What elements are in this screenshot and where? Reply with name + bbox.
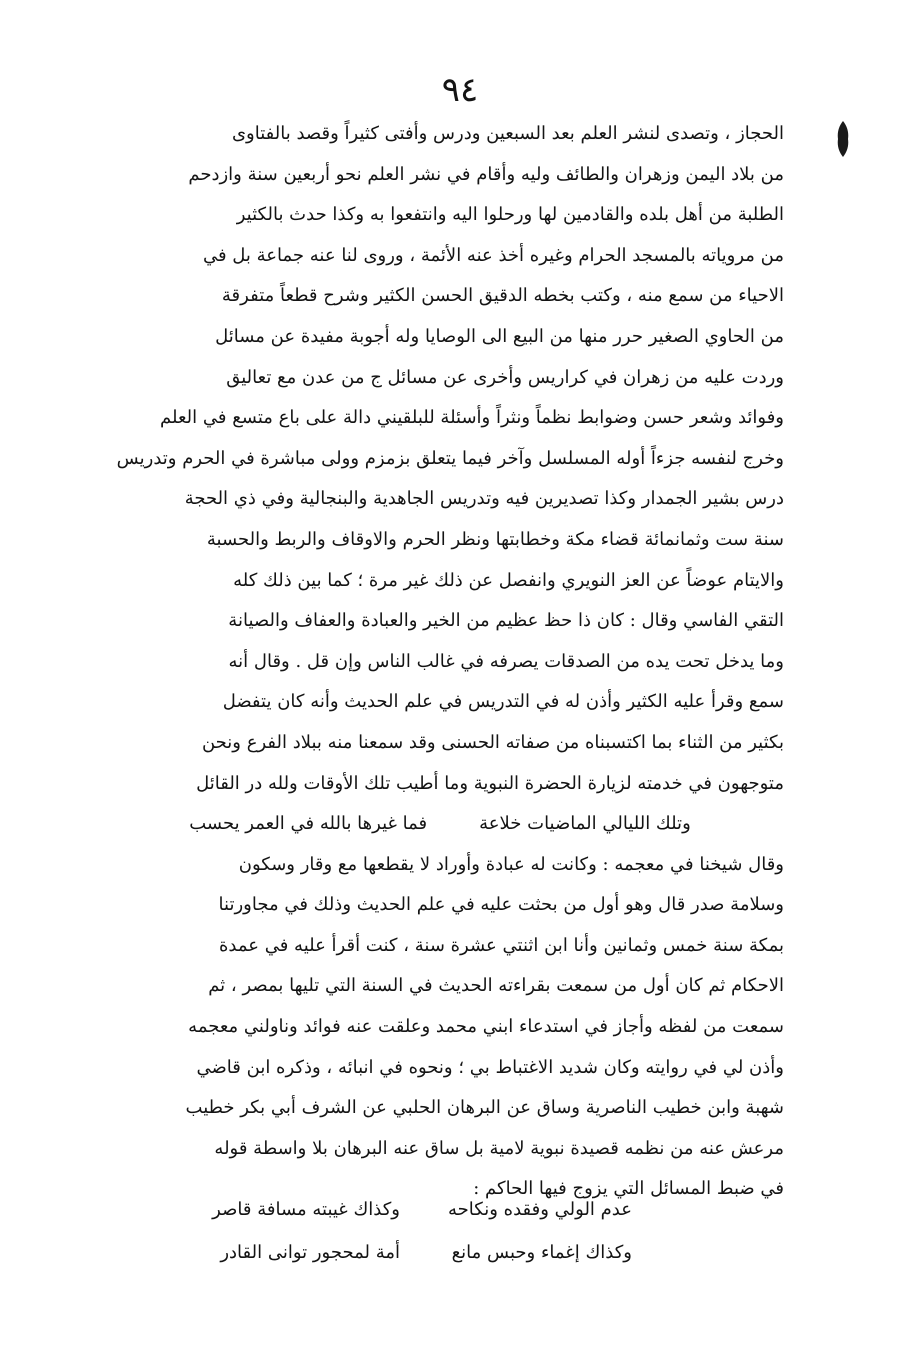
text-line: الحجاز ، وتصدى لنشر العلم بعد السبعين ودرس وأفتى كثيراً وقصد بالفتاوى [231,123,784,144]
text-line: سمعت من لفظه وأجاز في استدعاء ابني محمد وعلقت عنه فوائد وناولني معجمه [188,1016,784,1038]
main-text [96,114,784,1210]
text-line: من بلاد اليمن وزهران والطائف وليه وأقام في نشر العلم نحو أربعين سنة وازدحم [188,163,784,185]
text-line: وقال شيخنا في معجمه : وكانت له عبادة وأوراد لا يقطعها مع وقار وسكون [238,853,784,875]
verse-line [96,804,784,845]
verse-first-hemistich: وتلك الليالي الماضيات خلاعة [479,813,691,835]
poem-second-hemistich: وكذاك غيبته مسافة قاصر [212,1199,400,1220]
text-line: شهبة وابن خطيب الناصرية وساق عن البرهان الحلبي عن الشرف أبي بكر خطيب [185,1097,784,1119]
text-line: درس بشير الجمدار وكذا تصديرين فيه وتدريس الجاهدية والبنجالية وفي ذي الحجة [184,488,784,510]
text-line: سنة ست وثمانمائة قضاء مكة وخطابتها ونظر الحرم والاوقاف والربط والحسبة [206,528,784,550]
poem-first-hemistich: عدم الولي وفقده ونكاحه [448,1199,632,1220]
text-line: الطلبة من أهل بلده والقادمين لها ورحلوا اليه وانتفعوا به وكذا حدث بالكثير [236,204,784,226]
text-line: التقي الفاسي وقال : كان ذا حظ عظيم من الخير والعبادة والعفاف والصيانة [228,610,784,632]
text-line: الاحياء من سمع منه ، وكتب بخطه الدقيق الحسن الكثير وشرح قطعاً متفرقة [221,285,784,307]
page-number: ٩٤ [441,70,479,110]
poem-second-hemistich: أمة لمحجور توانى القادر [220,1242,400,1263]
text-line: وأذن لي في روايته وكان شديد الاغتباط بي ؛ ونحوه في انبائه ، وذكره ابن قاضي [196,1056,784,1078]
poem-line [212,1190,632,1230]
text-line: مرعش عنه من نظمه قصيدة نبوية لامية بل ساق عنه البرهان بلا واسطة قوله [214,1137,784,1159]
text-line: وما يدخل تحت يده من الصدقات يصرفه في غالب الناس وإن قل . وقال أنه [228,650,784,672]
text-line: من مروياته بالمسجد الحرام وغيره أخذ عنه الأئمة ، وروى لنا عنه جماعة بل في [202,244,784,266]
text-line: الاحكام ثم كان أول من سمعت بقراءته الحديث في السنة التي تليها بمصر ، ثم [208,975,784,997]
text-line: وفوائد وشعر حسن وضوابط نظماً ونثراً وأسئلة للبلقيني دالة على باع متسع في العلم [160,407,784,429]
text-line: سمع وقرأ عليه الكثير وأذن له في التدريس في علم الحديث وأنه كان يتفضل [222,691,784,713]
text-line: بكثير من الثناء بما اكتسبناه من صفاته الحسنى وقد سمعنا منه ببلاد الفرع ونحن [201,731,784,753]
poem-line [220,1233,632,1273]
poem-first-hemistich: وكذاك إغماء وحبس مانع [451,1242,632,1263]
text-line: متوجهون في خدمته لزيارة الحضرة النبوية وما أطيب تلك الأوقات ولله در القائل [196,772,784,794]
text-line: في ضبط المسائل التي يزوج فيها الحاكم : [473,1178,784,1200]
margin-ink-mark [836,120,850,158]
text-line: والايتام عوضاً عن العز النويري وانفصل عن ذلك غير مرة ؛ كما بين ذلك كله [233,569,784,591]
text-line: وردت عليه من زهران في كراريس وأخرى عن مسائل ج من عدن مع تعاليق [226,366,784,388]
verse-second-hemistich: فما غيرها بالله في العمر يحسب [189,813,428,835]
text-line: من الحاوي الصغير حرر منها من البيع الى الوصايا وله أجوبة مفيدة عن مسائل [215,325,784,347]
text-line: وخرج لنفسه جزءاً أوله المسلسل وآخر فيما يتعلق بزمزم وولى مباشرة في الحرم وتدريس [116,447,784,469]
text-line: بمكة سنة خمس وثمانين وأنا ابن اثنتي عشرة سنة ، كنت أقرأ عليه في عمدة [218,934,784,956]
text-line: وسلامة صدر قال وهو أول من بحثت عليه في علم الحديث وذلك في مجاورتنا [218,894,784,916]
